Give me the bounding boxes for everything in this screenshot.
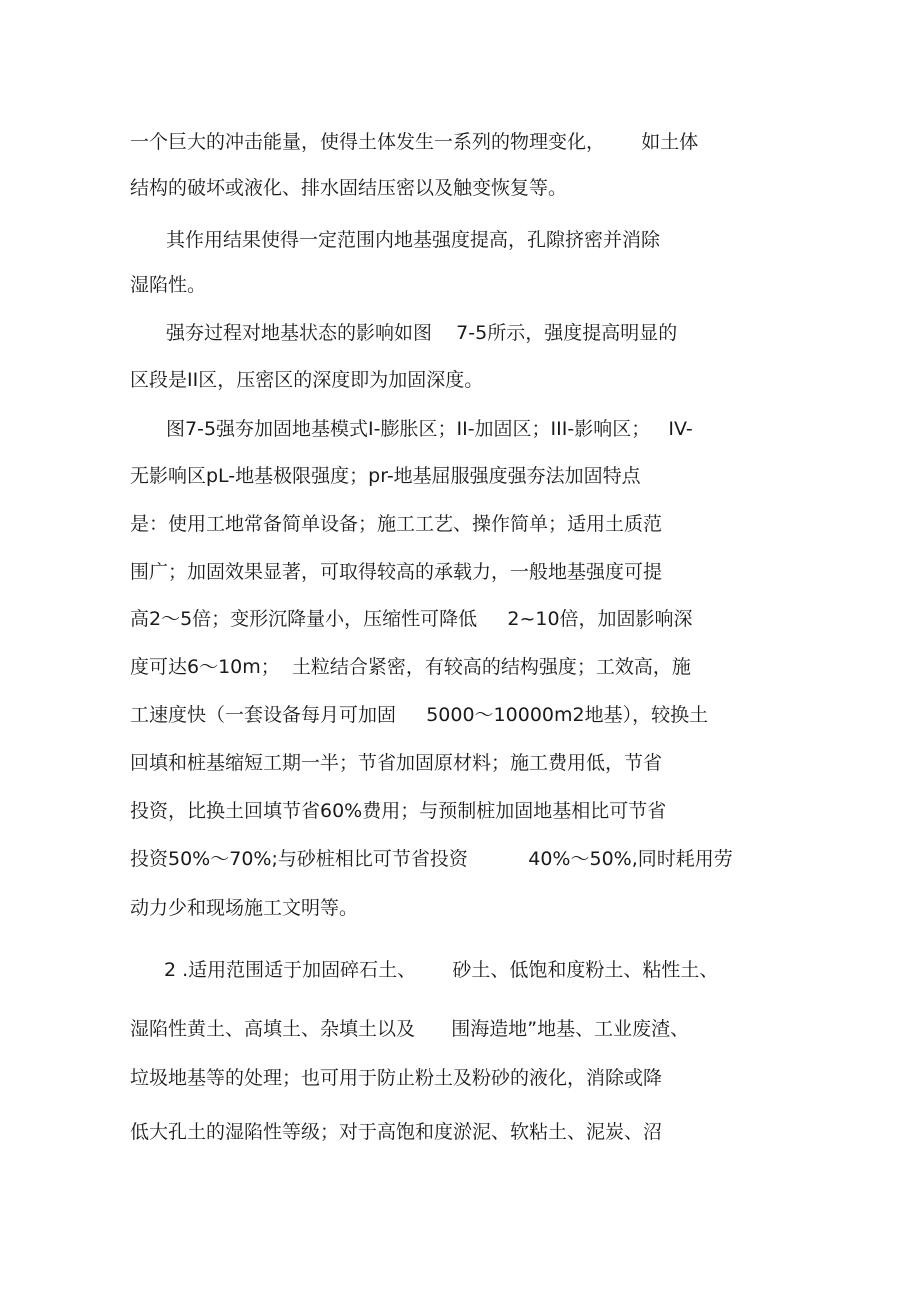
paragraph-line: 动力少和现场施工文明等。 xyxy=(130,897,359,919)
paragraph-line: 区段是II区，压密区的深度即为加固深度。 xyxy=(130,369,484,391)
paragraph-line: 度可达6～10m； 土粒结合紧密，有较高的结构强度；工效高，施 xyxy=(130,656,691,678)
paragraph-line: 工速度快（一套设备每月可加固 5000～10000m2地基），较换土 xyxy=(130,704,709,726)
paragraph-line: 是：使用工地常备简单设备；施工工艺、操作简单；适用土质范 xyxy=(130,513,663,535)
paragraph-line: 强夯过程对地基状态的影响如图 7-5所示，强度提高明显的 xyxy=(166,322,678,344)
paragraph-line: 一个巨大的冲击能量，使得土体发生一系列的物理变化， 如土体 xyxy=(130,131,699,153)
paragraph-line: 湿陷性黄土、高填土、杂填土以及 围海造地”地基、工业废渣、 xyxy=(130,1018,690,1040)
paragraph-line: 投资，比换土回填节省60%费用；与预制桩加固地基相比可节省 xyxy=(130,800,667,822)
paragraph-line: 低大孔土的湿陷性等级；对于高饱和度淤泥、软粘土、泥炭、沼 xyxy=(130,1121,663,1143)
paragraph-line: 图7-5强夯加固地基模式I-膨胀区；II-加固区；III-影响区； IV- xyxy=(166,418,693,440)
paragraph-line: 投资50%～70%;与砂桩相比可节省投资 40%～50%,同时耗用劳 xyxy=(130,848,733,870)
section-heading-line: 2 .适用范围适于加固碎石土、 砂土、低饱和度粉土、粘性土、 xyxy=(164,959,719,981)
paragraph-line: 其作用结果使得一定范围内地基强度提高，孔隙挤密并消除 xyxy=(166,229,661,251)
paragraph-line: 无影响区pL-地基极限强度；pr-地基屈服强度强夯法加固特点 xyxy=(130,465,641,487)
paragraph-line: 垃圾地基等的处理；也可用于防止粉土及粉砂的液化，消除或降 xyxy=(130,1067,663,1089)
paragraph-line: 湿陷性。 xyxy=(130,274,207,296)
paragraph-line: 围广；加固效果显著，可取得较高的承载力，一般地基强度可提 xyxy=(130,561,663,583)
paragraph-line: 高2～5倍；变形沉降量小，压缩性可降低 2~10倍，加固影响深 xyxy=(130,608,693,630)
paragraph-line: 结构的破坏或液化、排水固结压密以及触变恢复等。 xyxy=(130,177,568,199)
paragraph-line: 回填和桩基缩短工期一半；节省加固原材料；施工费用低，节省 xyxy=(130,752,663,774)
